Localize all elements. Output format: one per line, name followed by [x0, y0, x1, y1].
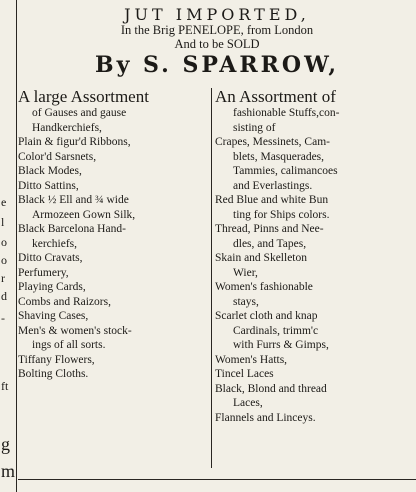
- list-item: Women's Hatts,: [215, 353, 288, 366]
- list-item: Crapes, Messinets, Cam-: [215, 136, 330, 148]
- list-item: Wier,: [233, 266, 258, 279]
- list-item: fashionable Stuffs,con-: [233, 107, 340, 119]
- list-item: Plain & figur'd Ribbons,: [18, 136, 131, 148]
- list-item: Thread, Pinns and Nee-: [215, 223, 324, 235]
- list-item: and Everlastings.: [233, 179, 313, 192]
- right-column: [215, 88, 416, 425]
- list-item: of Gauses and gause: [32, 107, 127, 119]
- list-item: Combs and Raizors,: [18, 295, 111, 308]
- list-item: Scarlet cloth and knap: [215, 310, 318, 322]
- list-item: Handkerchiefs,: [32, 121, 102, 134]
- adjacent-column-edge: [0, 0, 17, 492]
- list-item: kerchiefs,: [32, 237, 78, 250]
- list-item: Tammies, calimancoes: [233, 165, 338, 177]
- list-item: Laces,: [233, 397, 263, 409]
- margin-fragment: e: [1, 195, 7, 209]
- header-sold: And to be SOLD: [174, 37, 260, 51]
- list-item: ting for Ships colors.: [233, 208, 330, 221]
- right-column-heading: An Assortment of: [215, 87, 336, 106]
- list-item: Color'd Sarsnets,: [18, 150, 97, 163]
- margin-fragment: o: [1, 253, 7, 267]
- list-item: sisting of: [233, 121, 276, 134]
- margin-fragment: o: [1, 235, 7, 249]
- list-item: Men's & women's stock-: [18, 324, 132, 337]
- left-column: [18, 88, 212, 382]
- margin-fragment: g: [1, 434, 10, 454]
- list-item: Bolting Cloths.: [18, 368, 89, 380]
- advertisement-header: [18, 6, 416, 79]
- list-item: dles, and Tapes,: [233, 237, 307, 250]
- list-item: Black, Blond and thread: [215, 382, 327, 395]
- list-item: Perfumery,: [18, 266, 69, 279]
- list-item: blets, Masquerades,: [233, 150, 325, 163]
- list-item: stays,: [233, 295, 259, 308]
- header-ship: In the Brig PENELOPE, from London: [120, 23, 314, 37]
- list-item: Red Blue and white Bun: [215, 194, 329, 206]
- list-item: Tiffany Flowers,: [18, 353, 95, 366]
- margin-fragment: ft: [1, 379, 9, 393]
- list-item: Skain and Skelleton: [215, 252, 307, 264]
- margin-fragment: -: [1, 311, 5, 325]
- list-item: Playing Cards,: [18, 281, 86, 293]
- list-item: Shaving Cases,: [18, 310, 89, 322]
- column-divider: [211, 88, 212, 468]
- list-item: Black Modes,: [18, 165, 82, 177]
- margin-fragment: l: [1, 215, 5, 229]
- bottom-rule: [18, 479, 416, 480]
- list-item: with Furrs & Gimps,: [233, 339, 329, 351]
- margin-fragment: d: [1, 289, 7, 303]
- list-item: Cardinals, trimm'c: [233, 324, 319, 337]
- header-imported: JUT IMPORTED,: [124, 5, 310, 24]
- list-item: Black ½ Ell and ¾ wide: [18, 194, 129, 206]
- list-item: Flannels and Linceys.: [215, 411, 316, 424]
- advertisement-columns: [18, 88, 416, 476]
- list-item: ings of all sorts.: [32, 339, 106, 351]
- list-item: Ditto Cravats,: [18, 252, 83, 264]
- list-item: Black Barcelona Hand-: [18, 223, 126, 235]
- list-item: Women's fashionable: [215, 281, 313, 293]
- list-item: Ditto Sattins,: [18, 179, 79, 192]
- header-merchant: By S. SPARROW,: [94, 52, 340, 78]
- list-item: Tincel Laces: [215, 368, 274, 380]
- margin-fragment: m: [1, 461, 16, 481]
- margin-fragment: r: [1, 271, 5, 285]
- left-column-heading: A large Assortment: [18, 87, 149, 106]
- list-item: Armozeen Gown Silk,: [32, 208, 136, 221]
